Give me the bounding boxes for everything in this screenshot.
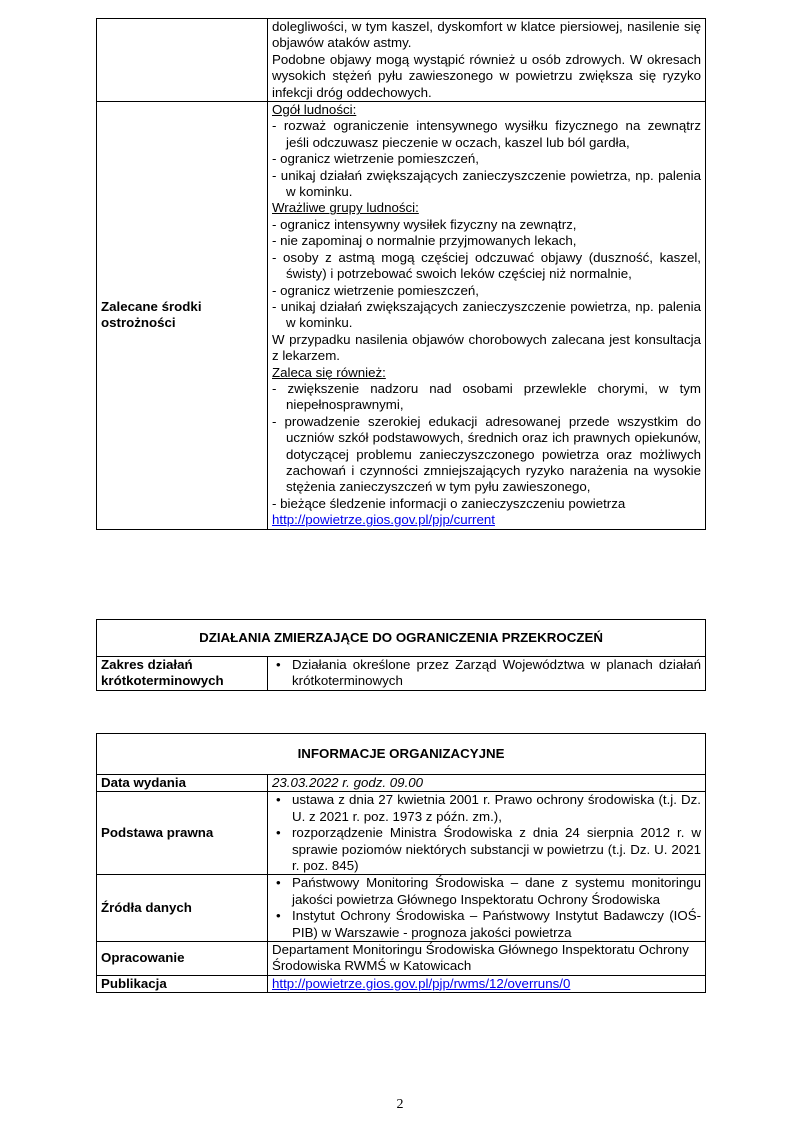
actions-title-row	[97, 620, 706, 657]
also-item: - zwiększenie nadzoru nad osobami przewlekle chorymi, w tym niepełnosprawnymi,	[272, 380, 701, 413]
health-effects-line: dolegliwości, w tym kaszel, dyskomfort w klatce piersiowej, nasilenie się objawów ataków astmy.	[272, 19, 701, 51]
publication-link[interactable]: http://powietrze.gios.gov.pl/pjp/rwms/12/overruns/0	[272, 975, 571, 991]
short-term-scope-item: • Działania określone przez Zarząd Województwa w planach działań krótkoterminowych	[292, 657, 701, 690]
data-sources-row	[97, 875, 706, 942]
short-term-scope-label: Zakres działań krótkoterminowych	[97, 657, 268, 691]
sensitive-item: - osoby z astmą mogą częściej odczuwać objawy (duszność, kaszel, świsty) i potrzebować swoich leków częściej niż normalnie,	[272, 249, 701, 282]
sensitive-item: - unikaj działań zwiększających zanieczyszczenie powietrza, np. palenia w kominku.	[272, 298, 701, 331]
prepared-by-label: Opracowanie	[97, 942, 268, 976]
general-item: - ogranicz wietrzenie pomieszczeń,	[272, 151, 479, 167]
recommended-measures-cell	[268, 102, 706, 530]
publication-cell	[268, 975, 706, 992]
sensitive-groups-heading: Wrażliwe grupy ludności:	[272, 200, 419, 216]
general-item: - unikaj działań zwiększających zanieczyszczenie powietrza, np. palenia w kominku.	[272, 167, 701, 200]
legal-basis-cell	[268, 792, 706, 875]
sensitive-item: - ogranicz intensywny wysiłek fizyczny na zewnątrz,	[272, 216, 577, 232]
recommended-measures-row	[97, 102, 706, 530]
sensitive-item: - ogranicz wietrzenie pomieszczeń,	[272, 282, 479, 298]
also-item: - prowadzenie szerokiej edukacji adresowanej przede wszystkim do uczniów szkół podstawowych, średnich oraz ich prawnych opiekunów, dotyczącej problemu zanieczyszczonego powietrza oraz możliwych zachowań i czynności zmniejszających ryzyko narażenia na wysokie stężenia zanieczyszczeń w tym pyłu zawieszonego,	[272, 413, 701, 495]
actions-table	[96, 619, 706, 691]
organizational-info-table	[96, 733, 706, 993]
also-recommended-heading: Zaleca się również:	[272, 364, 386, 380]
general-population-heading: Ogół ludności:	[272, 102, 357, 118]
info-title-row	[97, 734, 706, 775]
short-term-scope-cell	[268, 657, 706, 691]
info-title: INFORMACJE ORGANIZACYJNE	[97, 734, 706, 775]
page-number: 2	[396, 1097, 404, 1112]
publication-label: Publikacja	[97, 975, 268, 992]
legal-basis-label: Podstawa prawna	[97, 792, 268, 875]
data-sources-label: Źródła danych	[97, 875, 268, 942]
prepared-by-value: Departament Monitoringu Środowiska Głównego Inspektoratu Ochrony Środowiska RWMŚ w Katowicach	[268, 942, 706, 976]
actions-title: DZIAŁANIA ZMIERZAJĄCE DO OGRANICZENIA PRZEKROCZEŃ	[97, 620, 706, 657]
data-source-item: • Państwowy Monitoring Środowiska – dane z systemu monitoringu jakości powietrza Głównego Inspektoratu Ochrony Środowiska	[292, 875, 701, 908]
health-effects-line: Podobne objawy mogą wystąpić również u osób zdrowych. W okresach wysokich stężeń pyłu zawieszonego w powietrzu zwiększa się ryzyko infekcji dróg oddechowych.	[272, 51, 701, 100]
legal-basis-item: • ustawa z dnia 27 kwietnia 2001 r. Prawo ochrony środowiska (t.j. Dz. U. z 2021 r. poz. 1973 z późn. zm.),	[292, 792, 701, 825]
recommended-measures-label: Zalecane środki ostrożności	[97, 102, 268, 530]
general-item: - rozważ ograniczenie intensywnego wysiłku fizycznego na zewnątrz jeśli odczuwasz pieczenie w oczach, kaszel lub ból gardła,	[272, 118, 701, 150]
sensitive-item: - nie zapominaj o normalnie przyjmowanych lekach,	[272, 233, 577, 249]
current-air-quality-link[interactable]: http://powietrze.gios.gov.pl/pjp/current	[272, 512, 495, 528]
issue-date-label: Data wydania	[97, 775, 268, 792]
legal-basis-row	[97, 792, 706, 875]
health-effects-continuation-row	[97, 19, 706, 102]
prepared-by-row	[97, 942, 706, 976]
short-term-actions-row	[97, 657, 706, 691]
legal-basis-item: • rozporządzenie Ministra Środowiska z dnia 24 sierpnia 2012 r. w sprawie poziomów niektórych substancji w powietrzu (t.j. Dz. U. 2021 r. poz. 845)	[292, 825, 701, 874]
data-source-item: • Instytut Ochrony Środowiska – Państwowy Instytut Badawczy (IOŚ-PIB) w Warszawie - prognoza jakości powietrza	[292, 908, 701, 941]
health-effects-text-cell	[268, 19, 706, 102]
monitoring-text: - bieżące śledzenie informacji o zanieczyszczeniu powietrza	[272, 495, 626, 511]
continuation-label-cell	[97, 19, 268, 102]
consultation-text: W przypadku nasilenia objawów chorobowych zalecana jest konsultacja z lekarzem.	[272, 331, 701, 364]
issue-date-value: 23.03.2022 r. godz. 09.00	[268, 775, 706, 792]
data-sources-cell	[268, 875, 706, 942]
issue-date-row	[97, 775, 706, 792]
publication-row	[97, 975, 706, 992]
precautions-table	[96, 18, 706, 530]
